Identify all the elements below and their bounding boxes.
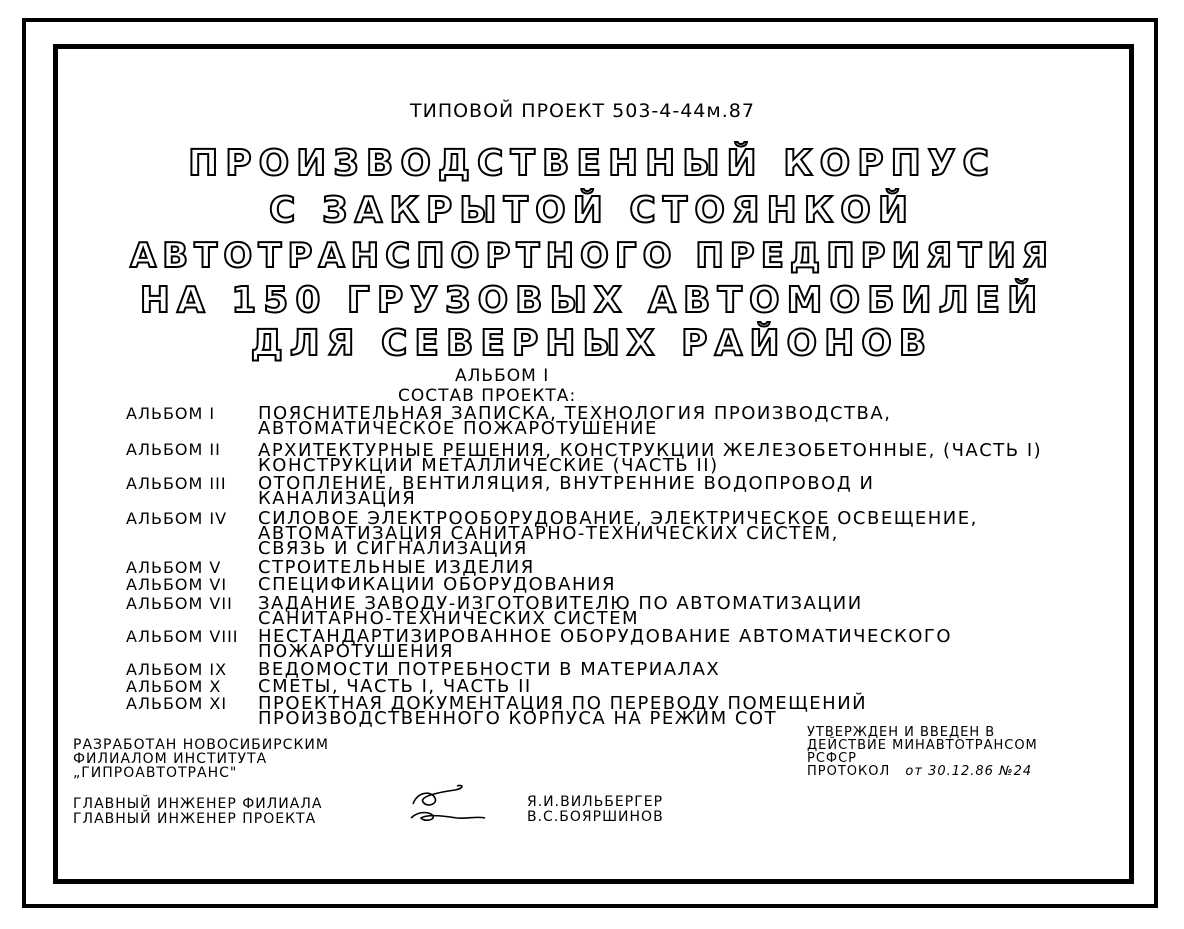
approval-line-2: ДЕЙСТВИЕ МИНАВТОТРАНСОМ — [807, 738, 1038, 753]
protocol-label: ПРОТОКОЛ — [807, 764, 891, 779]
album-7-label: АЛЬБОМ VII — [126, 594, 233, 613]
album-11-label: АЛЬБОМ XI — [126, 694, 228, 713]
developer-line-2: ФИЛИАЛОМ ИНСТИТУТА — [73, 751, 268, 767]
protocol-value: от 30.12.86 №24 — [905, 764, 1033, 779]
album-5-desc — [258, 557, 535, 578]
album-1-desc — [258, 403, 892, 439]
album-11-line-1: ПРОЕКТНАЯ ДОКУМЕНТАЦИЯ ПО ПЕРЕВОДУ ПОМЕЩЕНИЙ — [258, 693, 868, 714]
album-7-desc — [258, 593, 863, 629]
approval-line-3: РСФСР — [807, 751, 858, 766]
album-9-label: АЛЬБОМ IX — [126, 660, 228, 679]
album-5-line-1: СТРОИТЕЛЬНЫЕ ИЗДЕЛИЯ — [258, 557, 535, 578]
album-7-line-1: ЗАДАНИЕ ЗАВОДУ-ИЗГОТОВИТЕЛЮ ПО АВТОМАТИЗАЦИИ — [258, 593, 863, 614]
album-6-line-1: СПЕЦИФИКАЦИИ ОБОРУДОВАНИЯ — [258, 574, 617, 595]
album-4-line-2: АВТОМАТИЗАЦИЯ САНИТАРНО-ТЕХНИЧЕСКИХ СИСТЕМ, — [258, 523, 839, 544]
album-10-line-1: СМЕТЫ, ЧАСТЬ I, ЧАСТЬ II — [258, 676, 532, 697]
roles-block — [73, 797, 322, 827]
approval-block — [807, 726, 1038, 778]
album-6-label: АЛЬБОМ VI — [126, 575, 228, 594]
album-2-line-1: АРХИТЕКТУРНЫЕ РЕШЕНИЯ, КОНСТРУКЦИИ ЖЕЛЕЗОБЕТОННЫЕ, (ЧАСТЬ I) — [258, 440, 1043, 461]
album-3-desc — [258, 473, 875, 509]
album-7-line-2: САНИТАРНО-ТЕХНИЧЕСКИХ СИСТЕМ — [258, 608, 640, 629]
album-2-desc — [258, 440, 1043, 476]
title-line-1: ПРОИЗВОДСТВЕННЫЙ КОРПУС — [188, 143, 996, 184]
developer-block — [73, 738, 329, 780]
album-3-line-2: КАНАЛИЗАЦИЯ — [258, 488, 417, 509]
title-line-3: АВТОТРАНСПОРТНОГО ПРЕДПРИЯТИЯ — [129, 236, 1055, 276]
album-8-label: АЛЬБОМ VIII — [126, 627, 239, 646]
developer-line-3: „ГИПРОАВТОТРАНС" — [73, 765, 238, 781]
album-11-desc — [258, 693, 868, 729]
title-line-5: ДЛЯ СЕВЕРНЫХ РАЙОНОВ — [250, 323, 934, 364]
album-3-line-1: ОТОПЛЕНИЕ, ВЕНТИЛЯЦИЯ, ВНУТРЕННИЕ ВОДОПРОВОД И — [258, 473, 875, 494]
album-9-line-1: ВЕДОМОСТИ ПОТРЕБНОСТИ В МАТЕРИАЛАХ — [258, 659, 721, 680]
album-label: АЛЬБОМ I — [455, 366, 550, 386]
album-4-line-1: СИЛОВОЕ ЭЛЕКТРООБОРУДОВАНИЕ, ЭЛЕКТРИЧЕСКОЕ ОСВЕЩЕНИЕ, — [258, 508, 978, 529]
project-header: ТИПОВОЙ ПРОЕКТ 503-4-44м.87 — [410, 100, 755, 122]
album-1-label: АЛЬБОМ I — [126, 404, 216, 423]
developer-line-1: РАЗРАБОТАН НОВОСИБИРСКИМ — [73, 737, 329, 753]
album-1-line-1: ПОЯСНИТЕЛЬНАЯ ЗАПИСКА, ТЕХНОЛОГИЯ ПРОИЗВОДСТВА, — [258, 403, 892, 424]
name-line-1: Я.И.ВИЛЬБЕРГЕР — [527, 794, 664, 810]
album-8-desc — [258, 626, 953, 662]
album-1-line-2: АВТОМАТИЧЕСКОЕ ПОЖАРОТУШЕНИЕ — [258, 418, 658, 439]
album-2-line-2: КОНСТРУКЦИИ МЕТАЛЛИЧЕСКИЕ (ЧАСТЬ II) — [258, 455, 719, 476]
album-10-desc — [258, 676, 532, 697]
album-11-line-2: ПРОИЗВОДСТВЕННОГО КОРПУСА НА РЕЖИМ СОТ — [258, 708, 778, 729]
album-4-line-3: СВЯЗЬ И СИГНАЛИЗАЦИЯ — [258, 538, 528, 559]
album-6-desc — [258, 574, 617, 595]
album-10-label: АЛЬБОМ X — [126, 677, 222, 696]
role-line-2: ГЛАВНЫЙ ИНЖЕНЕР ПРОЕКТА — [73, 811, 317, 827]
composition-label: СОСТАВ ПРОЕКТА: — [398, 386, 577, 406]
role-line-1: ГЛАВНЫЙ ИНЖЕНЕР ФИЛИАЛА — [73, 796, 323, 812]
names-block — [527, 795, 664, 825]
title-line-2: С ЗАКРЫТОЙ СТОЯНКОЙ — [269, 190, 915, 231]
title-line-4: НА 150 ГРУЗОВЫХ АВТОМОБИЛЕЙ — [139, 280, 1045, 321]
name-line-2: В.С.БОЯРШИНОВ — [527, 809, 664, 825]
album-8-line-1: НЕСТАНДАРТИЗИРОВАННОЕ ОБОРУДОВАНИЕ АВТОМАТИЧЕСКОГО — [258, 626, 953, 647]
album-4-label: АЛЬБОМ IV — [126, 509, 228, 528]
album-2-label: АЛЬБОМ II — [126, 440, 221, 459]
album-9-desc — [258, 659, 721, 680]
approval-line-1: УТВЕРЖДЕН И ВВЕДЕН В — [807, 725, 996, 740]
album-3-label: АЛЬБОМ III — [126, 474, 227, 493]
album-8-line-2: ПОЖАРОТУШЕНИЯ — [258, 641, 455, 662]
album-4-desc — [258, 508, 978, 559]
protocol-row — [807, 765, 1038, 778]
signature-icon — [405, 782, 495, 830]
album-5-label: АЛЬБОМ V — [126, 558, 222, 577]
